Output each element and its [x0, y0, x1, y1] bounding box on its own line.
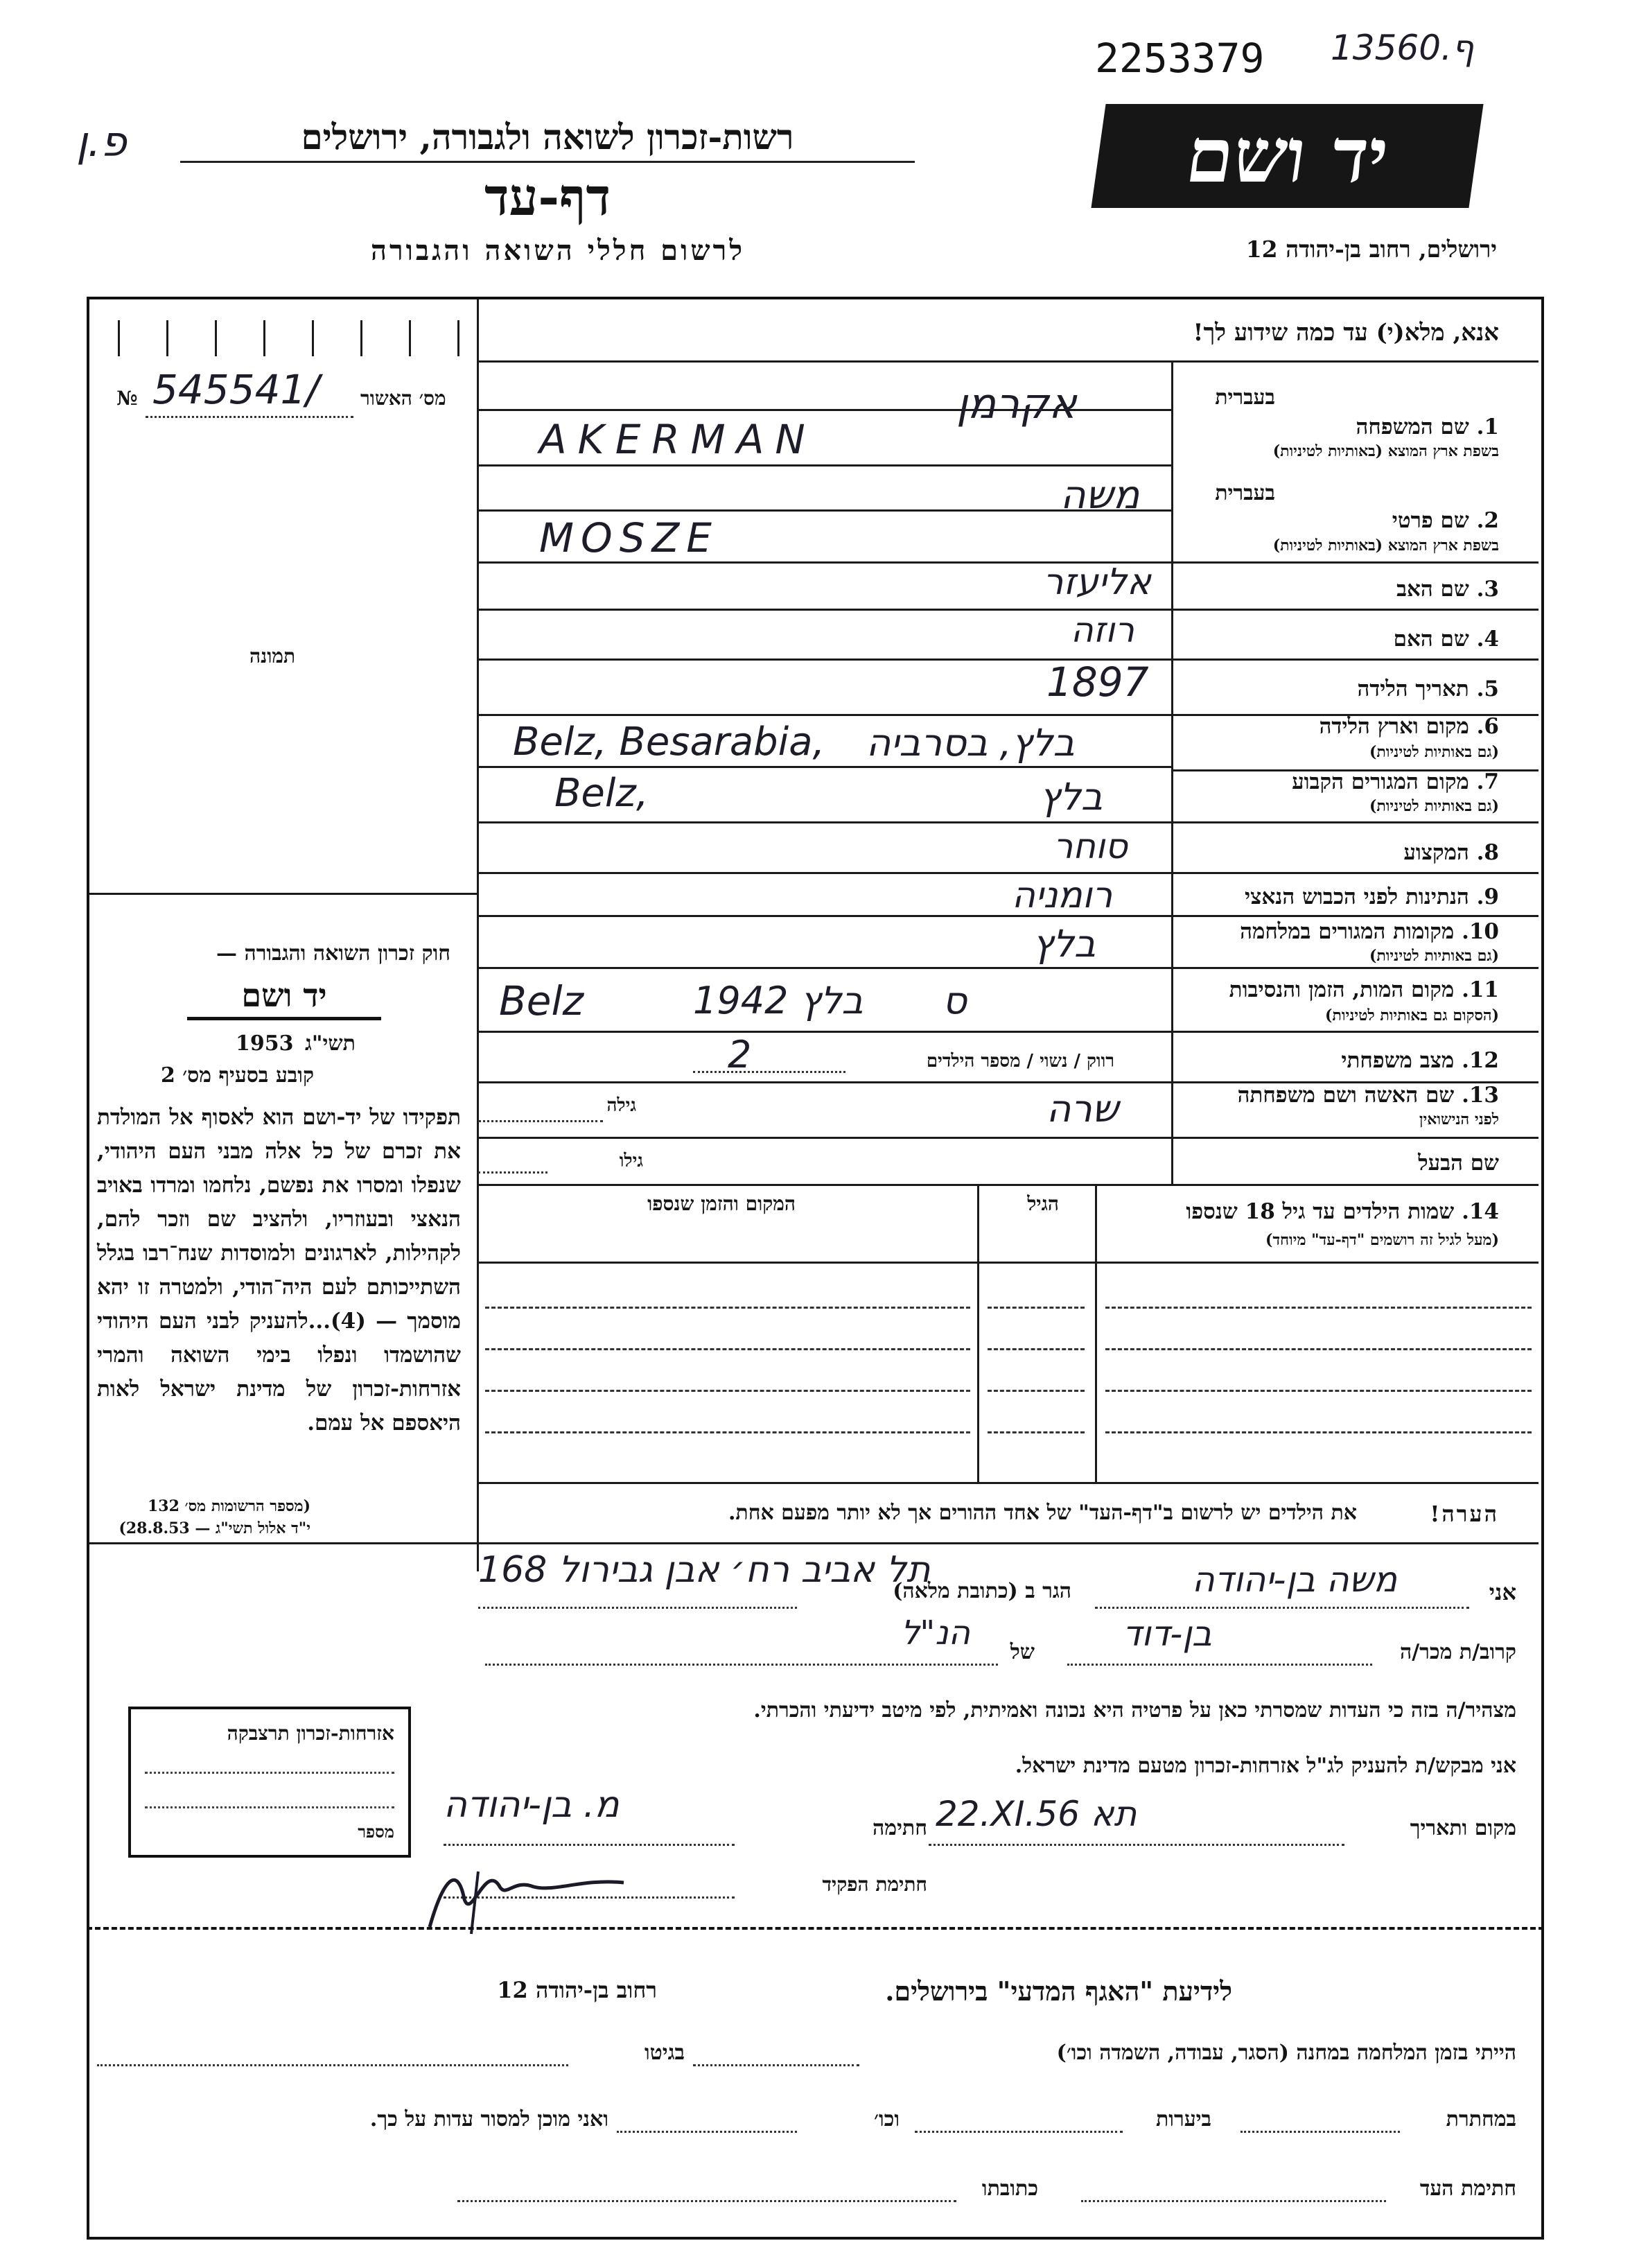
children-col-age: הגיל [1027, 1192, 1059, 1215]
field-2-label [1392, 508, 1499, 533]
approval-number-prefix: № [116, 387, 138, 410]
field-9-num: 9. [1476, 884, 1499, 909]
witness-address[interactable]: תל אביב רח׳ אבן גבירול 168 [478, 1549, 931, 1591]
field-9-label [1245, 884, 1499, 909]
field-5-label [1357, 677, 1499, 701]
bottom-line3-b: כתובתו [981, 2177, 1038, 2201]
field-12-num: 12. [1462, 1048, 1499, 1073]
intro-text: אנא, מלא(י) עד כמה שידוע לך! [1193, 319, 1499, 347]
field-3-num: 3. [1476, 577, 1499, 602]
field-12-label [1341, 1048, 1499, 1073]
witness-declaration: מצהיר/ה בזה כי העדות שמסרתי כאן על פרטיה היא נכונה ואמיתית, לפי מיטב ידיעתי והכרתי. [753, 1698, 1516, 1722]
field-11-num: 11. [1462, 977, 1499, 1002]
field-8-num: 8. [1476, 840, 1499, 865]
husband-age-label: גילו [619, 1151, 643, 1171]
witness-request: אני מבקש/ת להעניק לג"ל אזרחות-זכרון מטעם מדינת ישראל. [1015, 1754, 1516, 1778]
authority-name: רשות-זכרון לשואה ולגבורה, ירושלים [301, 116, 794, 157]
witness-of-label: של [1010, 1640, 1035, 1664]
bottom-address: רחוב בן-יהודה 12 [497, 1977, 657, 2003]
field-1-hebrew-tag: בעברית [1215, 385, 1275, 410]
field-13-text: שם האשה ושם משפחתה [1237, 1083, 1455, 1108]
field-11-value-he[interactable]: בלץ 1942 [693, 979, 864, 1022]
field-12-value[interactable]: 2 [728, 1033, 752, 1076]
field-11-text: מקום המות, הזמן והנסיבות [1229, 977, 1455, 1002]
law-clause: קובע בסעיף מס׳ 2 [160, 1063, 314, 1088]
children-col-place: המקום והזמן שנספו [647, 1192, 796, 1215]
law-logo: יד ושם [187, 974, 381, 1020]
field-2-value-he[interactable]: משה [1060, 473, 1140, 518]
form-title: דף-עד [484, 168, 611, 227]
place-date-label: מקום ותאריך [1410, 1816, 1516, 1840]
field-10-text: מקומות המגורים במלחמה [1240, 919, 1455, 944]
field-10-sub: (גם באותיות לטיניות) [1369, 947, 1499, 965]
field-8-value[interactable]: סוחר [1053, 826, 1128, 866]
field-7-value-he[interactable]: בלץ [1040, 775, 1103, 819]
law-year: 1953 [236, 1031, 294, 1056]
husband-label: שם הבעל [1418, 1151, 1499, 1176]
citizenship-stamp-number: מספר [358, 1822, 394, 1842]
field-9-value[interactable]: רומניה [1012, 875, 1113, 916]
witness-name[interactable]: משה בן-יהודה [1192, 1560, 1397, 1600]
field-4-label [1394, 627, 1499, 652]
field-7-sub: (גם באותיות לטיניות) [1369, 797, 1499, 815]
signature-label: חתימה [873, 1816, 927, 1840]
field-4-num: 4. [1476, 627, 1499, 652]
approval-number: 545541/ [152, 366, 319, 413]
law-title: חוק זכרון השואה והגבורה — [216, 941, 450, 966]
witness-relation-label: קרוב/ת מכר/ה [1399, 1640, 1516, 1664]
place-date-value[interactable]: 22.XI.56 תא [936, 1794, 1137, 1834]
citizenship-stamp-title: אזרחות-זכרון תרצבקה [227, 1722, 394, 1745]
field-1-value-he[interactable]: אקרמן [956, 380, 1077, 428]
law-year-he: תשי"ג [305, 1031, 356, 1056]
field-13-age-label: גילה [606, 1095, 636, 1116]
field-1-sub: בשפת ארץ המוצא (באותיות לטיניות) [1272, 442, 1499, 460]
photo-label: תמונה [249, 645, 296, 668]
field-10-value[interactable]: בלץ [1033, 922, 1096, 966]
field-13-sub: לפני הנישואין [1419, 1110, 1499, 1128]
bottom-line2-a: במחתרת [1446, 2107, 1516, 2131]
bottom-line1-b: בגיטו [644, 2041, 685, 2065]
law-footnote-2: י"ד אלול תשי"ג — 28.8.53) [119, 1519, 310, 1537]
field-11-mark: ס [943, 979, 967, 1022]
field-11-value-latin[interactable]: Belz [499, 977, 584, 1024]
bottom-line3-a: חתימת העד [1419, 2177, 1516, 2201]
witness-relation-value-1[interactable]: בן-דוד [1123, 1614, 1212, 1654]
witness-relation-value-2[interactable]: הנ"ל [901, 1614, 970, 1652]
reference-note: 13ף.560 [1331, 28, 1474, 68]
children-text: שמות הילדים עד גיל 18 שנספו [1186, 1199, 1455, 1224]
field-5-num: 5. [1476, 677, 1499, 701]
field-3-label [1396, 577, 1499, 602]
approval-ticks [104, 320, 478, 356]
bottom-title: לידיעת "האגף המדעי" בירושלים. [885, 1975, 1232, 2007]
field-2-num: 2. [1476, 508, 1499, 533]
bottom-line1-a: הייתי בזמן המלחמה במחנה (הסגר, עבודה, השמדה וכו׳) [1056, 2041, 1516, 2065]
field-6-num: 6. [1476, 714, 1499, 739]
field-1-label [1356, 415, 1499, 439]
field-3-text: שם האב [1396, 577, 1469, 602]
field-9-text: הנתינות לפני הכבוש הנאצי [1245, 884, 1469, 909]
field-10-num: 10. [1462, 919, 1499, 944]
children-sub: (מעל לגיל זה רושמים "דף-עד" מיוחד) [1265, 1231, 1499, 1249]
field-5-value[interactable]: 1897 [1046, 658, 1149, 706]
field-6-value-latin[interactable]: Belz, Besarabia, [513, 719, 825, 765]
field-6-label [1320, 714, 1499, 739]
corner-mark: פ.ן [76, 118, 127, 166]
field-12-text: מצב משפחתי [1341, 1048, 1455, 1073]
field-12-options: רווק / נשוי / מספר הילדים [926, 1051, 1114, 1072]
field-1-num: 1. [1476, 415, 1499, 439]
field-13-label [1238, 1083, 1499, 1108]
field-13-value[interactable]: שרה [1046, 1087, 1119, 1131]
field-5-text: תאריך הלידה [1357, 677, 1469, 701]
field-7-value-latin[interactable]: Belz, [554, 771, 649, 816]
form-subtitle: לרשום חללי השואה והגבורה [370, 234, 746, 267]
note-text: את הילדים יש לרשום ב"דף-העד" של אחד ההורים אך לא יותר מפעם אחת. [728, 1501, 1357, 1525]
field-8-text: המקצוע [1403, 840, 1469, 865]
yad-vashem-logo: יד ושם [1091, 104, 1483, 208]
approval-number-label: מס׳ האשור [360, 387, 446, 410]
bottom-line2-b: ביערות [1155, 2107, 1211, 2131]
field-4-text: שם האם [1393, 627, 1469, 652]
officer-label: חתימת הפקיד [822, 1873, 927, 1896]
reference-number: 2253379 [1095, 35, 1265, 82]
officer-signature [416, 1837, 638, 1941]
field-7-label [1292, 769, 1499, 794]
field-7-num: 7. [1476, 769, 1499, 794]
signature-value[interactable]: מ. בן-יהודה [444, 1784, 620, 1826]
field-6-text: מקום וארץ הלידה [1319, 714, 1469, 739]
field-13-num: 13. [1462, 1083, 1499, 1108]
field-11-label [1229, 977, 1499, 1002]
field-1-value-latin[interactable]: AKERMAN [539, 416, 816, 463]
field-2-sub: בשפת ארץ המוצא (באותיות לטיניות) [1272, 537, 1499, 555]
bottom-line2-d: ואני מוכן למסור עדות על כך. [369, 2107, 608, 2131]
field-8-label [1403, 840, 1499, 865]
field-3-value[interactable]: אליעזר [1043, 561, 1151, 603]
law-body: תפקידו של יד-ושם הוא לאסוף אל המולדת את זכרם של כל אלה מבני העם היהודי, שנפלו ומסרו את נפשם, נלחמו ומרדו באויב הנאצי ובעוזריו, ולהציב שם וזכר להם, לקהילות, לארגונים ולמוסדות שנח־רבו בגלל השתייכותם לעם היה־הודי, ולמטרה זו יהא מוסמך — (4)...להעניק לבני העם היהודי שהושמדו ונפלו בימי השואה והמרי אזרחות-זכרון של מדינת ישראל לאות היאספם אל עמם. [97, 1105, 461, 1436]
field-2-text: שם פרטי [1392, 508, 1469, 533]
field-7-text: מקום המגורים הקבוע [1292, 769, 1469, 794]
citizenship-stamp [128, 1707, 411, 1858]
children-label [1186, 1199, 1499, 1224]
field-6-sub: (גם באותיות לטיניות) [1369, 743, 1499, 761]
children-num: 14. [1462, 1199, 1499, 1224]
field-10-label [1240, 919, 1499, 944]
header-address: ירושלים, רחוב בן-יהודה 12 [1245, 236, 1497, 263]
witness-i-label: אני [1489, 1579, 1516, 1605]
note-title: הערה! [1430, 1501, 1499, 1527]
field-1-text: שם המשפחה [1356, 415, 1469, 439]
law-footnote-1: (מספר הרשומות מס׳ 132 [147, 1497, 310, 1515]
bottom-line2-c: וכו׳ [874, 2107, 900, 2131]
field-6-value-he[interactable]: בלץ, בסרביה [866, 721, 1075, 765]
field-11-sub: (הסקום גם באותיות לטיניות) [1325, 1006, 1499, 1024]
tear-line [87, 1927, 1544, 1930]
field-2-hebrew-tag: בעברית [1215, 481, 1275, 505]
field-4-value[interactable]: רוזה [1071, 610, 1134, 650]
field-2-value-latin[interactable]: MOSZE [539, 514, 719, 561]
witness-resident-label: הגר ב (כתובת מלאה) [893, 1579, 1071, 1603]
